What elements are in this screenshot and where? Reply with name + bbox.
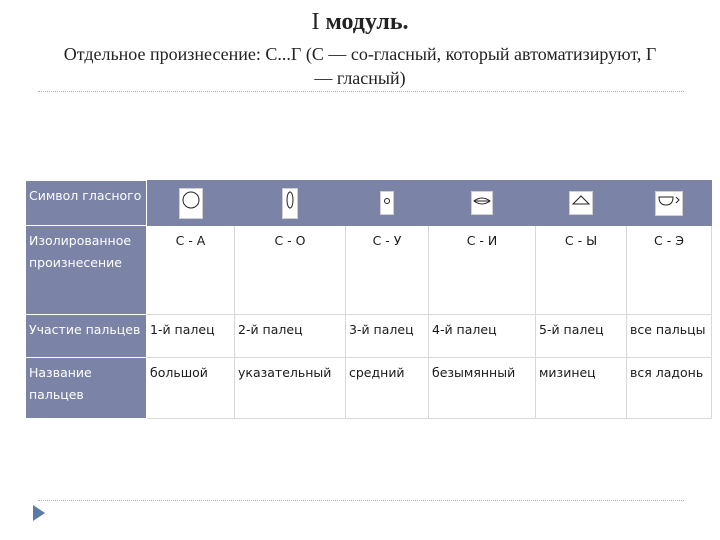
symbol-cell-i xyxy=(429,181,536,226)
cup-vowel-icon xyxy=(655,191,683,216)
next-slide-arrow-icon[interactable] xyxy=(33,505,45,521)
table-row-finger-names xyxy=(26,358,712,419)
finger-cell: 5-й палец xyxy=(536,315,627,358)
row-label-isolated: Изолированное произнесение xyxy=(26,226,147,315)
bottom-dotted-divider xyxy=(38,500,684,501)
row-label-fingers: Участие пальцев xyxy=(26,315,147,358)
title-module-word: модуль. xyxy=(325,9,409,35)
symbol-cell-e xyxy=(627,181,712,226)
finger-name-cell: безымянный xyxy=(429,358,536,419)
finger-cell: 2-й палец xyxy=(235,315,346,358)
syllable-cell: С - Ы xyxy=(536,226,627,315)
title-roman-numeral: I xyxy=(311,9,320,35)
table-row-symbols xyxy=(26,181,712,226)
finger-name-cell: большой xyxy=(147,358,235,419)
triangle-vowel-icon xyxy=(569,191,593,215)
symbol-cell-a xyxy=(147,181,235,226)
vowel-table xyxy=(25,180,712,419)
finger-name-cell: вся ладонь xyxy=(627,358,712,419)
page-title xyxy=(0,8,720,36)
top-dotted-divider xyxy=(38,91,684,92)
finger-cell: 1-й палец xyxy=(147,315,235,358)
symbol-cell-u xyxy=(346,181,429,226)
syllable-cell: С - О xyxy=(235,226,346,315)
finger-cell: 3-й палец xyxy=(346,315,429,358)
finger-name-cell: мизинец xyxy=(536,358,627,419)
row-label-finger-names: Название пальцев xyxy=(26,358,147,419)
syllable-cell: С - А xyxy=(147,226,235,315)
syllable-cell: С - У xyxy=(346,226,429,315)
symbol-cell-o xyxy=(235,181,346,226)
finger-cell: все пальцы xyxy=(627,315,712,358)
page-subtitle: Отдельное произнесение: С...Г (С — со-гласный, который автоматизируют, Г — гласный) xyxy=(63,44,657,88)
oval-vowel-icon xyxy=(282,188,298,219)
syllable-cell: С - Э xyxy=(627,226,712,315)
syllable-cell: С - И xyxy=(429,226,536,315)
table-row-fingers xyxy=(26,315,712,358)
finger-name-cell: средний xyxy=(346,358,429,419)
lens-vowel-icon xyxy=(471,191,493,215)
finger-cell: 4-й палец xyxy=(429,315,536,358)
row-label-symbol: Символ гласного xyxy=(26,181,147,226)
table-row-isolated xyxy=(26,226,712,315)
symbol-cell-y xyxy=(536,181,627,226)
small-square-vowel-icon xyxy=(380,191,394,215)
finger-name-cell: указательный xyxy=(235,358,346,419)
circle-vowel-icon xyxy=(179,188,203,219)
